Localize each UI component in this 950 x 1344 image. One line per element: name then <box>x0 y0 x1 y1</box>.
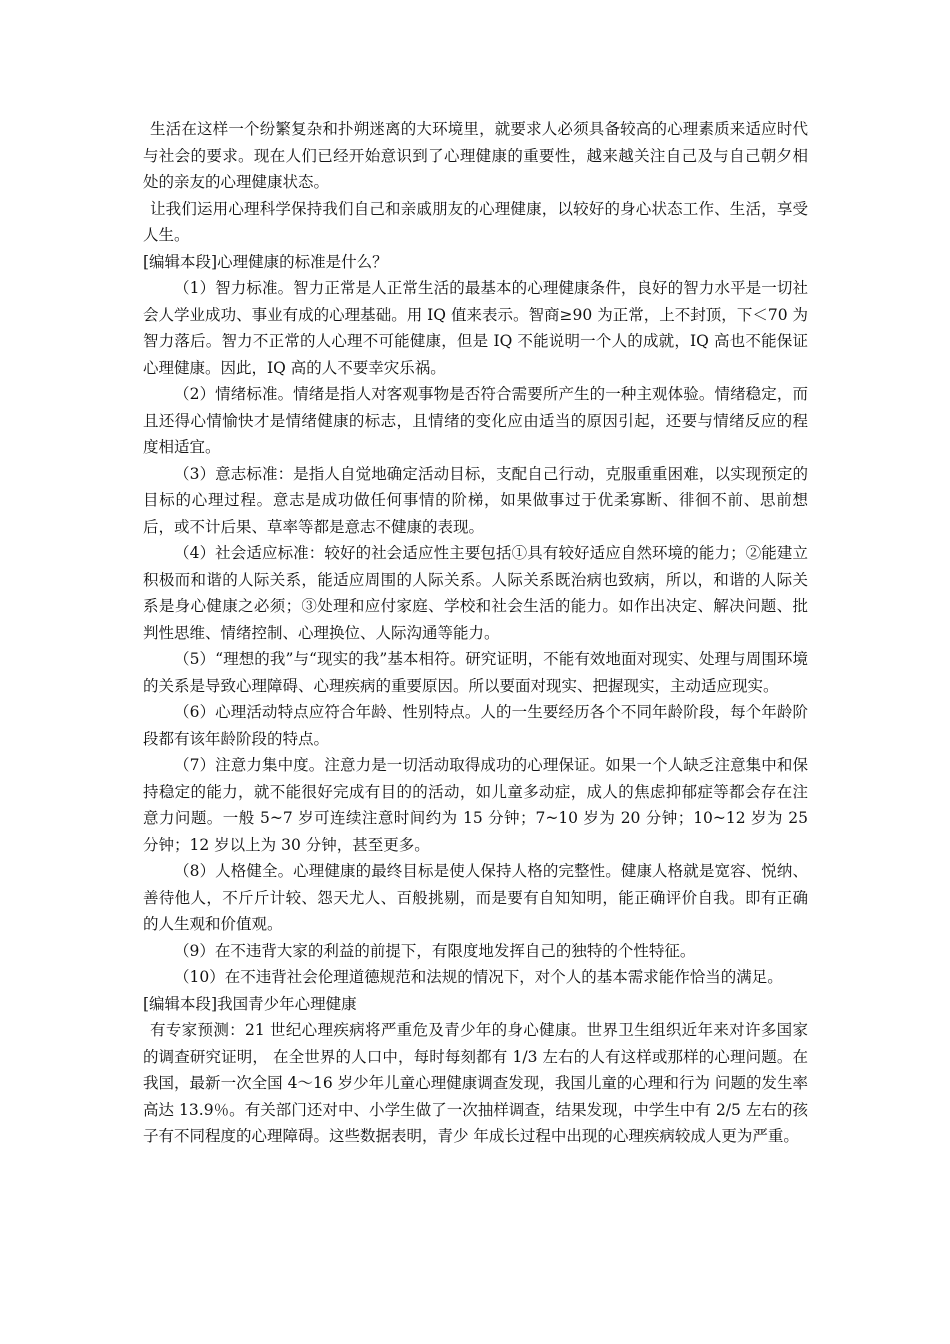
standard-item: （8）人格健全。心理健康的最终目标是使人保持人格的完整性。健康人格就是宽容、悦纳、善待他人，不斤斤计较、怨天尤人、百般挑剔，而是要有自知知明，能正确评价自我。即有正确的人生观和价值观。 <box>143 862 808 933</box>
section-heading: [编辑本段]心理健康的标准是什么？ <box>143 252 388 271</box>
standard-item: （5）“理想的我”与“现实的我”基本相符。研究证明，不能有效地面对现实、处理与周围环境的关系是导致心理障碍、心理疾病的重要原因。所以要面对现实、把握现实，主动适应现实。 <box>143 650 808 695</box>
intro-paragraph: 让我们运用心理科学保持我们自己和亲戚朋友的心理健康，以较好的身心状态工作、生活，享受人生。 <box>143 199 808 244</box>
youth-paragraph: 有专家预测：21 世纪心理疾病将严重危及青少年的身心健康。世界卫生组织近年来对许多国家的调查研究证明， 在全世界的人口中，每时每刻都有 1/3 左右的人有这样或那样的心理问题。在我国，最新一次全国 4～16 岁少年儿童心理健康调查发现，我国儿童的心理和行为 问题的发生率高达 13.9％。有关部门还对中、小学生做了一次抽样调查，结果发现，中学生中有 2/5 左右的孩子有不同程度的心理障碍。这些数据表明，青少 年成长过程中出现的心理疾病较成人更为严重。 <box>143 1021 808 1145</box>
standard-item: （9）在不违背大家的利益的前提下，有限度地发挥自己的独特的个性特征。 <box>174 941 696 960</box>
standard-item: （4）社会适应标准：较好的社会适应性主要包括①具有较好适应自然环境的能力；②能建立积极而和谐的人际关系，能适应周围的人际关系。人际关系既治病也致病，所以，和谐的人际关系是身心健康之必须；③处理和应付家庭、学校和社会生活的能力。如作出决定、解决问题、批判性思维、情绪控制、心理换位、人际沟通等能力。 <box>143 544 808 642</box>
standard-item: （7）注意力集中度。注意力是一切活动取得成功的心理保证。如果一个人缺乏注意集中和保持稳定的能力，就不能很好完成有目的的活动，如儿童多动症，成人的焦虑抑郁症等都会存在注意力问题。一般 5~7 岁可连续注意时间约为 15 分钟；7~10 岁为 20 分钟；10~12 岁为 25 分钟；12 岁以上为 30 分钟，甚至更多。 <box>143 756 808 854</box>
standard-item: （6）心理活动特点应符合年龄、性别特点。人的一生要经历各个不同年龄阶段，每个年龄阶段都有该年龄阶段的特点。 <box>143 703 808 748</box>
standard-item: （10）在不违背社会伦理道德规范和法规的情况下，对个人的基本需求能作恰当的满足。 <box>174 968 783 986</box>
standard-item: （1）智力标准。智力正常是人正常生活的最基本的心理健康条件，良好的智力水平是一切社会人学业成功、事业有成的心理基础。用 IQ 值来表示。智商≥90 为正常，上不封顶，下＜70 为智力落后。智力不正常的人心理不可能健康，但是 IQ 不能说明一个人的成就，IQ 高也不能保证心理健康。因此，IQ 高的人不要幸灾乐祸。 <box>143 279 808 377</box>
standard-item: （3）意志标准：是指人自觉地确定活动目标，支配自己行动，克服重重困难，以实现预定的目标的心理过程。意志是成功做任何事情的阶梯，如果做事过于优柔寡断、徘徊不前、思前想后，或不计后果、草率等都是意志不健康的表现。 <box>143 464 808 536</box>
intro-paragraph: 生活在这样一个纷繁复杂和扑朔迷离的大环境里，就要求人必须具备较高的心理素质来适应时代与社会的要求。现在人们已经开始意识到了心理健康的重要性，越来越关注自己及与自己朝夕相处的亲友的心理健康状态。 <box>143 120 808 191</box>
section-heading: [编辑本段]我国青少年心理健康 <box>143 994 357 1013</box>
standard-item: （2）情绪标准。情绪是指人对客观事物是否符合需要所产生的一种主观体验。情绪稳定，而且还得心情愉快才是情绪健康的标志，且情绪的变化应由适当的原因引起，还要与情绪反应的程度相适宜。 <box>143 385 808 456</box>
document-page <box>143 116 808 1150</box>
